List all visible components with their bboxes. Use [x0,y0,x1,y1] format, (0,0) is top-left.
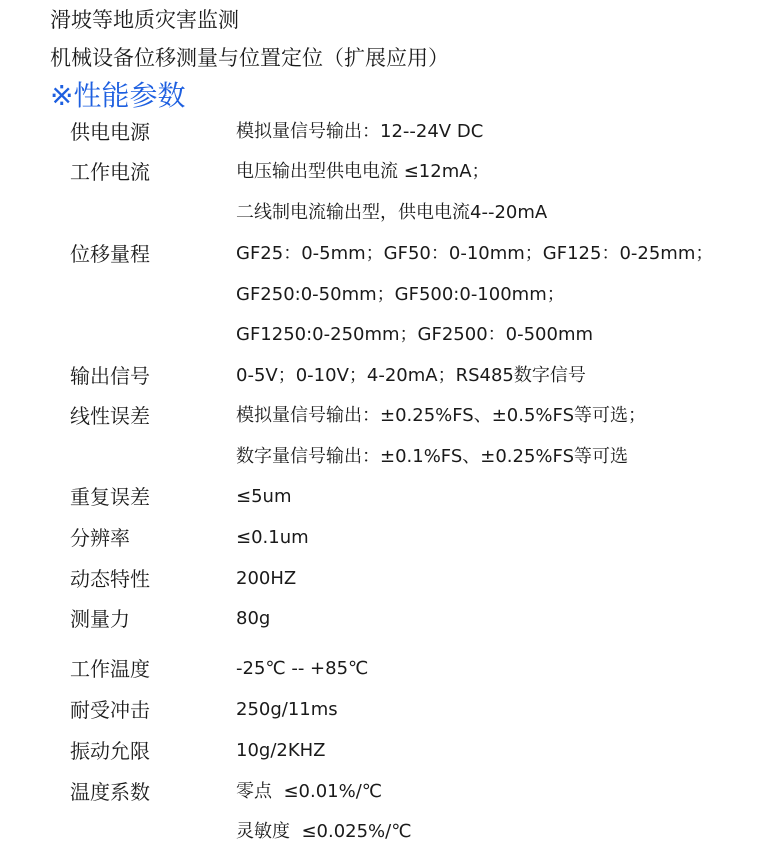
param-label: 振动允限 [70,739,150,763]
param-row-output-signal [0,360,770,392]
param-value: 二线制电流输出型，供电电流4--20mA [236,202,548,223]
param-value: 250g/11ms [236,699,338,720]
param-label: 工作电流 [70,160,150,184]
param-value: 200HZ [236,568,297,589]
param-value: 数字量信号输出：±0.1%FS、±0.25%FS等可选 [236,446,628,467]
intro-line-2: 机械设备位移测量与位置定位（扩展应用） [50,46,449,70]
param-label: 位移量程 [70,242,150,266]
param-value: 10g/2KHZ [236,740,326,761]
param-row-dynamic-response [0,563,770,595]
param-row-displacement-range-cont-2 [0,319,770,351]
param-value: 0-5V；0-10V；4-20mA；RS485数字信号 [236,365,586,386]
param-value: 模拟量信号输出：12--24V DC [236,121,484,142]
param-row-temperature-coefficient [0,776,770,808]
param-value: -25℃ -- +85℃ [236,658,369,679]
section-title: ※性能参数 [50,79,186,112]
param-value: GF1250:0-250mm；GF2500：0-500mm [236,324,594,345]
param-row-temperature-coefficient-cont [0,816,770,848]
intro-line-1: 滑坡等地质灾害监测 [50,8,239,32]
param-row-working-current-cont [0,197,770,229]
param-label: 测量力 [70,607,130,631]
param-row-resolution [0,522,770,554]
param-label: 重复误差 [70,485,150,509]
param-row-linearity-error-cont [0,441,770,473]
param-row-shock-resistance [0,694,770,726]
param-value: ≤5um [236,486,292,507]
param-row-vibration-limit [0,735,770,767]
param-label: 线性误差 [70,404,150,428]
param-value: GF250:0-50mm；GF500:0-100mm； [236,284,565,305]
param-row-measuring-force [0,603,770,635]
param-row-working-temperature [0,653,770,685]
param-value: 80g [236,608,271,629]
param-value: 电压输出型供电电流 ≤12mA； [236,161,490,182]
param-row-power-supply [0,116,770,148]
param-label: 耐受冲击 [70,698,150,722]
param-value: GF25：0-5mm；GF50：0-10mm；GF125：0-25mm； [236,243,714,264]
param-value: 零点 ≤0.01%/℃ [236,781,382,802]
param-label: 分辨率 [70,526,130,550]
param-row-displacement-range-cont-1 [0,279,770,311]
param-value: 灵敏度 ≤0.025%/℃ [236,821,412,842]
param-label: 温度系数 [70,780,150,804]
param-row-repeatability [0,481,770,513]
param-value: 模拟量信号输出：±0.25%FS、±0.5%FS等可选； [236,405,646,426]
param-row-linearity-error [0,400,770,432]
param-value: ≤0.1um [236,527,309,548]
param-row-working-current [0,156,770,188]
param-label: 动态特性 [70,567,150,591]
param-row-displacement-range [0,238,770,270]
param-label: 供电电源 [70,120,150,144]
param-label: 输出信号 [70,364,150,388]
param-label: 工作温度 [70,657,150,681]
